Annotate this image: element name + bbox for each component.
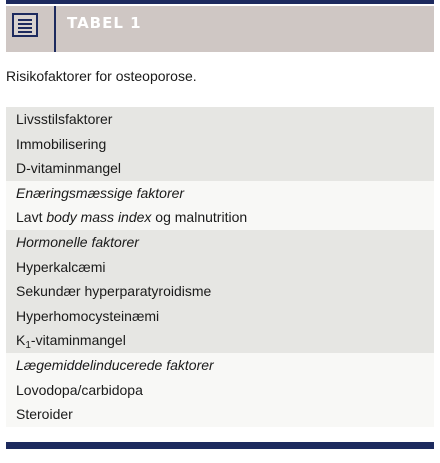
table-row-category	[6, 181, 434, 206]
row-text-subscript: 1	[25, 340, 31, 352]
table-row	[6, 156, 434, 181]
table-row	[6, 255, 434, 280]
row-text: Hyperkalcæmi	[16, 258, 106, 275]
bottom-rule	[6, 442, 434, 449]
risk-factor-table	[6, 107, 434, 427]
table-row	[6, 205, 434, 230]
row-text: Hyperhomocysteinæmi	[16, 307, 160, 324]
row-text: Immobilisering	[16, 135, 107, 152]
row-text: D-vitaminmangel	[16, 160, 122, 177]
row-text: Enæringsmæssige faktorer	[16, 184, 185, 201]
table-row	[6, 107, 434, 132]
table-caption: Risikofaktorer for osteoporose.	[6, 68, 197, 84]
row-text: Lovodopa/carbidopa	[16, 381, 143, 398]
header-divider	[54, 6, 56, 52]
table-row	[6, 132, 434, 157]
table-row	[6, 402, 434, 427]
row-text: Steroider	[16, 406, 73, 423]
row-text-pre: K	[16, 332, 26, 349]
row-text-emphasis: body mass index	[46, 209, 152, 226]
row-text-post: og malnutrition	[151, 209, 248, 226]
table-label: TABEL 1	[67, 14, 142, 32]
row-text-pre: Lavt	[16, 209, 47, 226]
row-text: Hormonelle faktorer	[16, 233, 139, 250]
top-rule	[6, 0, 434, 4]
row-text: Sekundær hyperparatyroidisme	[16, 283, 212, 300]
table-row-category	[6, 230, 434, 255]
table-row	[6, 378, 434, 403]
row-text: Livsstilsfaktorer	[16, 111, 113, 127]
table-row	[6, 304, 434, 329]
table-row	[6, 279, 434, 304]
table-row-category	[6, 353, 434, 378]
row-text-post: -vitaminmangel	[30, 332, 126, 349]
document-lines-icon	[12, 13, 38, 37]
table-row	[6, 328, 434, 353]
row-text: Lægemiddelinducerede faktorer	[16, 356, 214, 373]
